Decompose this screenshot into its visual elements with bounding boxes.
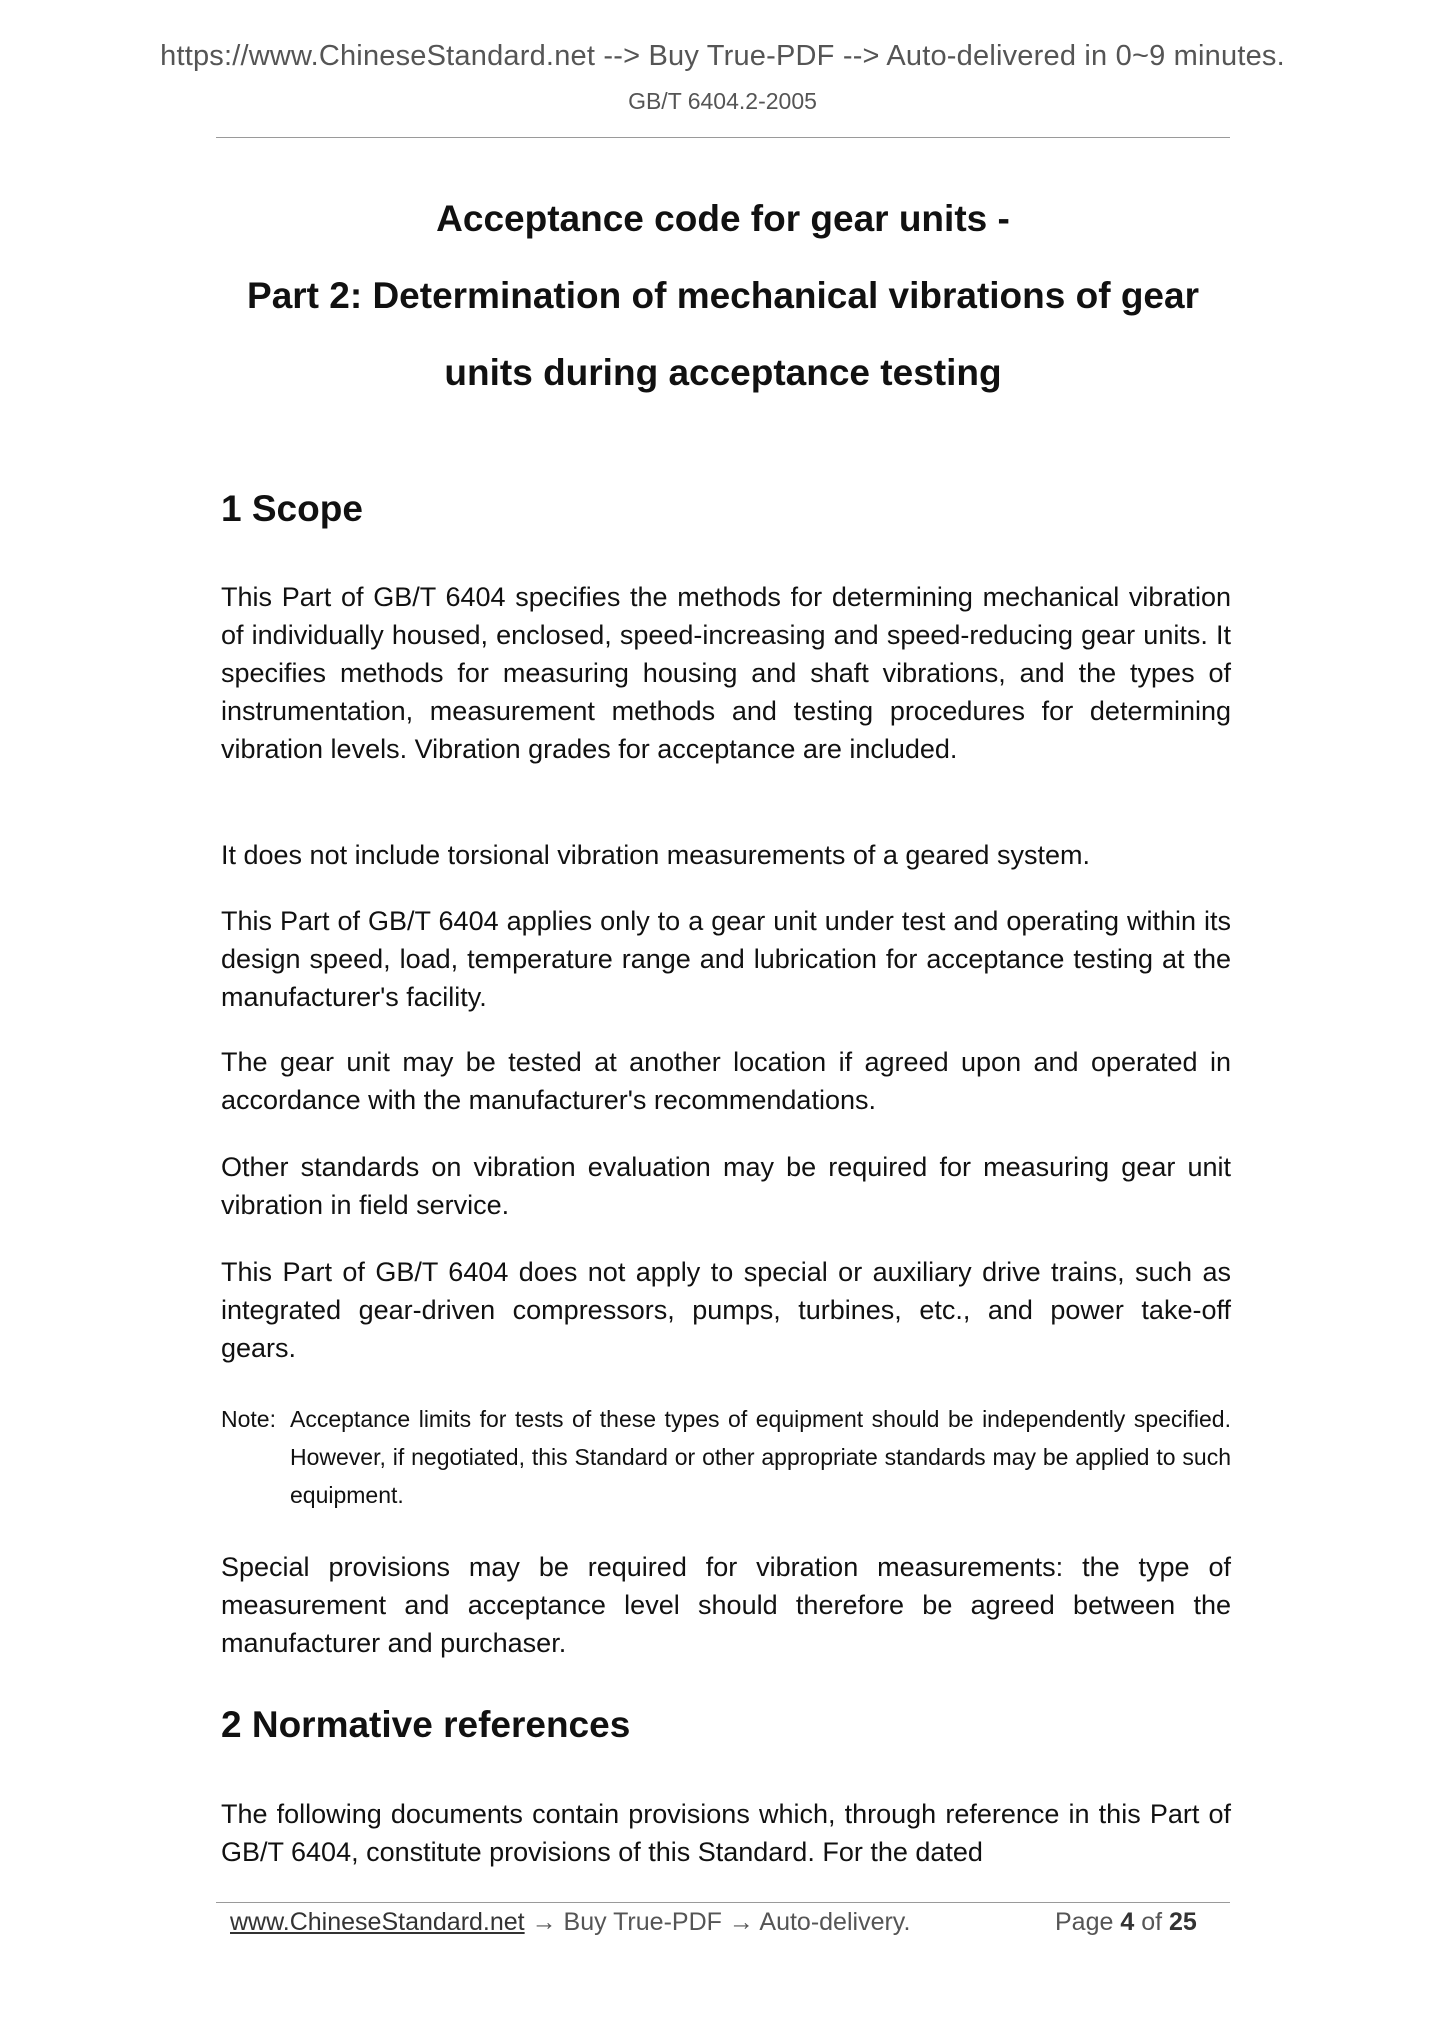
scope-paragraph: This Part of GB/T 6404 applies only to a gear unit under test and operating within its design speed, load, temperature range and lubrication for acceptance testing at the manufacturer's facility. (221, 906, 1231, 1012)
section-heading-normative-references: 2 Normative references (221, 1704, 631, 1745)
footer-left (230, 1908, 910, 1937)
page-current: 4 (1120, 1908, 1135, 1936)
document-title-line-2: Part 2: Determination of mechanical vibrations of gear (247, 275, 1199, 316)
header-banner[interactable]: https://www.ChineseStandard.net --> Buy True-PDF --> Auto-delivered in 0~9 minutes. (160, 40, 1285, 72)
scope-paragraph: The gear unit may be tested at another location if agreed upon and operated in accordance with the manufacturer's recommendations. (221, 1047, 1231, 1115)
scope-paragraph: It does not include torsional vibration measurements of a geared system. (221, 840, 1090, 870)
footer-tagline: → Buy True-PDF → Auto-delivery. (524, 1908, 911, 1936)
normative-references-paragraph: The following documents contain provisions which, through reference in this Part of GB/T 6404, constitute provisions of this Standard. For the dated (221, 1799, 1231, 1867)
scope-closing-paragraph: Special provisions may be required for vibration measurements: the type of measurement and acceptance level should therefore be agreed between the manufacturer and purchaser. (221, 1552, 1231, 1658)
page-label: Page (1055, 1908, 1114, 1936)
scope-paragraph: This Part of GB/T 6404 specifies the methods for determining mechanical vibration of individually housed, enclosed, speed-increasing and speed-reducing gear units. It specifies methods for measuring housing and shaft vibrations, and the types of instrumentation, measurement methods and testing procedures for determining vibration levels. Vibration grades for acceptance are included. (221, 582, 1231, 764)
document-title-line-3: units during acceptance testing (444, 352, 1002, 393)
page-indicator (1055, 1908, 1197, 1937)
footer-site-link[interactable]: www.ChineseStandard.net (230, 1908, 525, 1936)
header-divider (216, 137, 1230, 138)
scope-paragraph: Other standards on vibration evaluation may be required for measuring gear unit vibration in field service. (221, 1152, 1231, 1220)
section-heading-scope: 1 Scope (221, 488, 363, 529)
standard-code: GB/T 6404.2-2005 (628, 88, 817, 114)
page-of-label: of (1141, 1908, 1163, 1936)
page-total: 25 (1169, 1908, 1197, 1936)
note-text: Acceptance limits for tests of these types of equipment should be independently specified. However, if negotiated, this Standard or other appropriate standards may be applied to such equipment. (290, 1406, 1231, 1508)
document-title-line-1: Acceptance code for gear units - (436, 198, 1010, 239)
note-label: Note: (221, 1406, 276, 1432)
footer-divider (216, 1902, 1230, 1903)
scope-paragraph: This Part of GB/T 6404 does not apply to special or auxiliary drive trains, such as integrated gear-driven compressors, pumps, turbines, etc., and power take-off gears. (221, 1257, 1231, 1363)
